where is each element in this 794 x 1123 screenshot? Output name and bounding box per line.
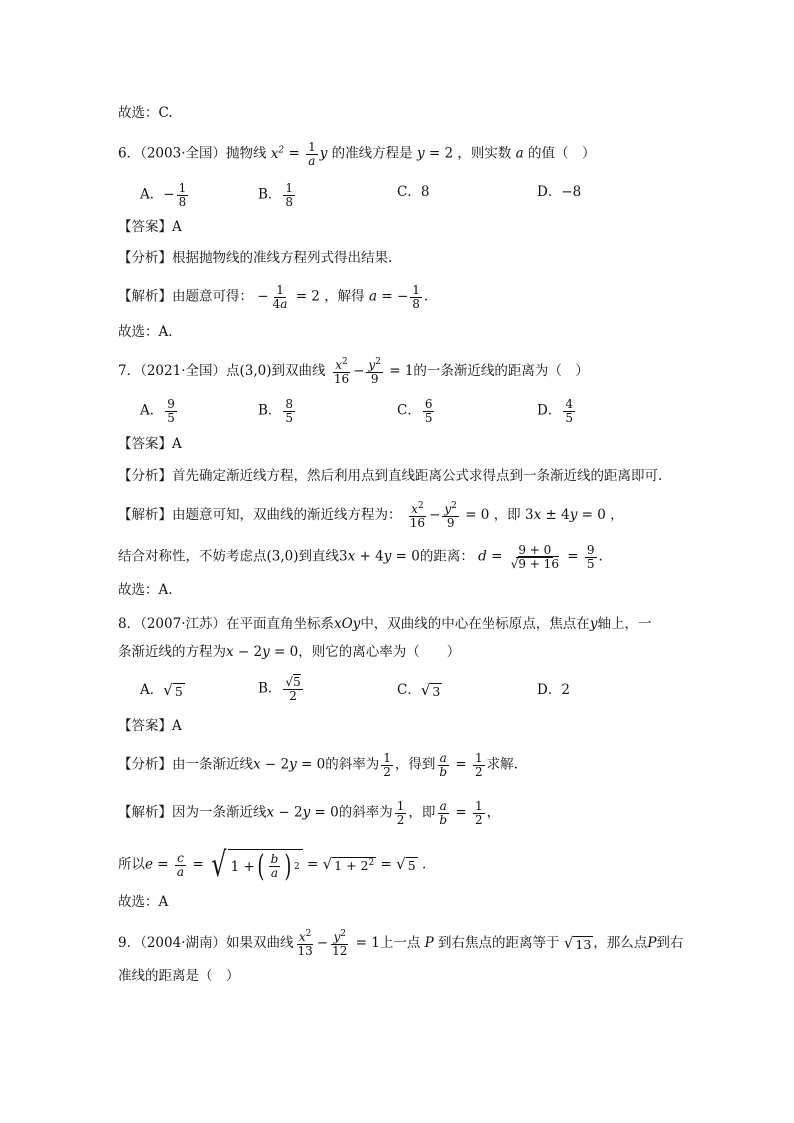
- question-9-stem-line1: 9．（2004·湖南）如果双曲线 $\frac{x^2}{13}$ − $\frac{y^2}{12}$ = 1上一点 P 到右焦点的距离等于 √ 13 ，那么点P到右: [118, 929, 684, 958]
- q7-symmetry: 结合对称性，不妨考虑点(3,0)到直线3x + 4y = 0的距离： d = $\frac{9 + 0}{√9 + 16}$ = $\frac{9}{5}$ .: [118, 543, 603, 571]
- question-8-stem-line2: 条渐近线的方程为x − 2y = 0，则它的离心率为（ ）: [118, 644, 461, 660]
- q6-answer: 【答案】A: [118, 219, 182, 235]
- q7-option-b: B． $\frac{8}{5}$: [258, 397, 294, 425]
- q6-solution: 【解析】由题意可得： − $\frac{1}{4a}$ = 2 ，解得 a = − $\frac{1}{8}$ .: [118, 283, 429, 311]
- q6-option-d: D．−8: [537, 184, 582, 200]
- q7-solution: 【解析】由题意可知，双曲线的渐近线方程为： $\frac{x^2}{16}$ − $\frac{y^2}{9}$ = 0 ，即 3x ± 4y = 0 ，: [118, 501, 624, 530]
- q7-option-a: A． $\frac{9}{5}$: [140, 397, 175, 425]
- q6-option-c: C．8: [397, 184, 430, 200]
- q8-solution: 【解析】因为一条渐近线x − 2y = 0的斜率为 $\frac{1}{2}$ ，即 $\frac{a}{b}$ = $\frac{1}{2}$ ，: [118, 799, 501, 827]
- q8-therefore: 所以e = $\frac{c}{a}$ = √ 1 + ( $\frac{b}{a}$ ) 2 = √ $1 + 2^2$ = √ 5 .: [118, 845, 427, 885]
- question-6-stem: 6．（2003·全国）抛物线 $x^2$ = $\frac{1}{a}$ y 的准线方程是 y = 2 ，则实数 a 的值（ ）: [118, 139, 596, 168]
- q8-choose: 故选：A: [118, 894, 169, 910]
- prev-answer-choice: 故选：C.: [118, 105, 173, 121]
- q8-analysis: 【分析】由一条渐近线x − 2y = 0的斜率为 $\frac{1}{2}$ ，得到 $\frac{a}{b}$ = $\frac{1}{2}$ 求解.: [118, 751, 518, 779]
- question-8-stem-line1: 8．（2007·江苏）在平面直角坐标系xOy中，双曲线的中心在坐标原点，焦点在y轴上，一: [118, 616, 652, 632]
- q6-option-a: A．− $\frac{1}{8}$: [140, 181, 187, 209]
- q8-option-c: C． √ 3: [397, 680, 441, 699]
- q7-analysis: 【分析】首先确定渐近线方程，然后利用点到直线距离公式求得点到一条渐近线的距离即可.: [118, 468, 663, 484]
- q8-option-d: D．2: [537, 682, 570, 698]
- q8-option-b: B． $\frac{√5}{2}$: [258, 675, 301, 703]
- q8-option-a: A． √ 5: [140, 680, 183, 699]
- q7-choose: 故选：A.: [118, 582, 173, 598]
- q6-choose: 故选：A.: [118, 324, 173, 340]
- question-7-stem: 7．（2021·全国）点(3,0)到双曲线 $\frac{x^2}{16}$ − $\frac{y^2}{9}$ = 1的一条渐近线的距离为（ ）: [118, 357, 589, 386]
- q6-analysis: 【分析】根据抛物线的准线方程列式得出结果.: [118, 250, 393, 266]
- q6-option-b: B． $\frac{1}{8}$: [258, 181, 294, 209]
- q7-answer: 【答案】A: [118, 436, 182, 452]
- question-9-stem-line2: 准线的距离是（ ）: [118, 968, 240, 984]
- q7-option-c: C． $\frac{6}{5}$: [397, 397, 433, 425]
- q7-option-d: D． $\frac{4}{5}$: [537, 397, 573, 425]
- q8-answer: 【答案】A: [118, 718, 182, 734]
